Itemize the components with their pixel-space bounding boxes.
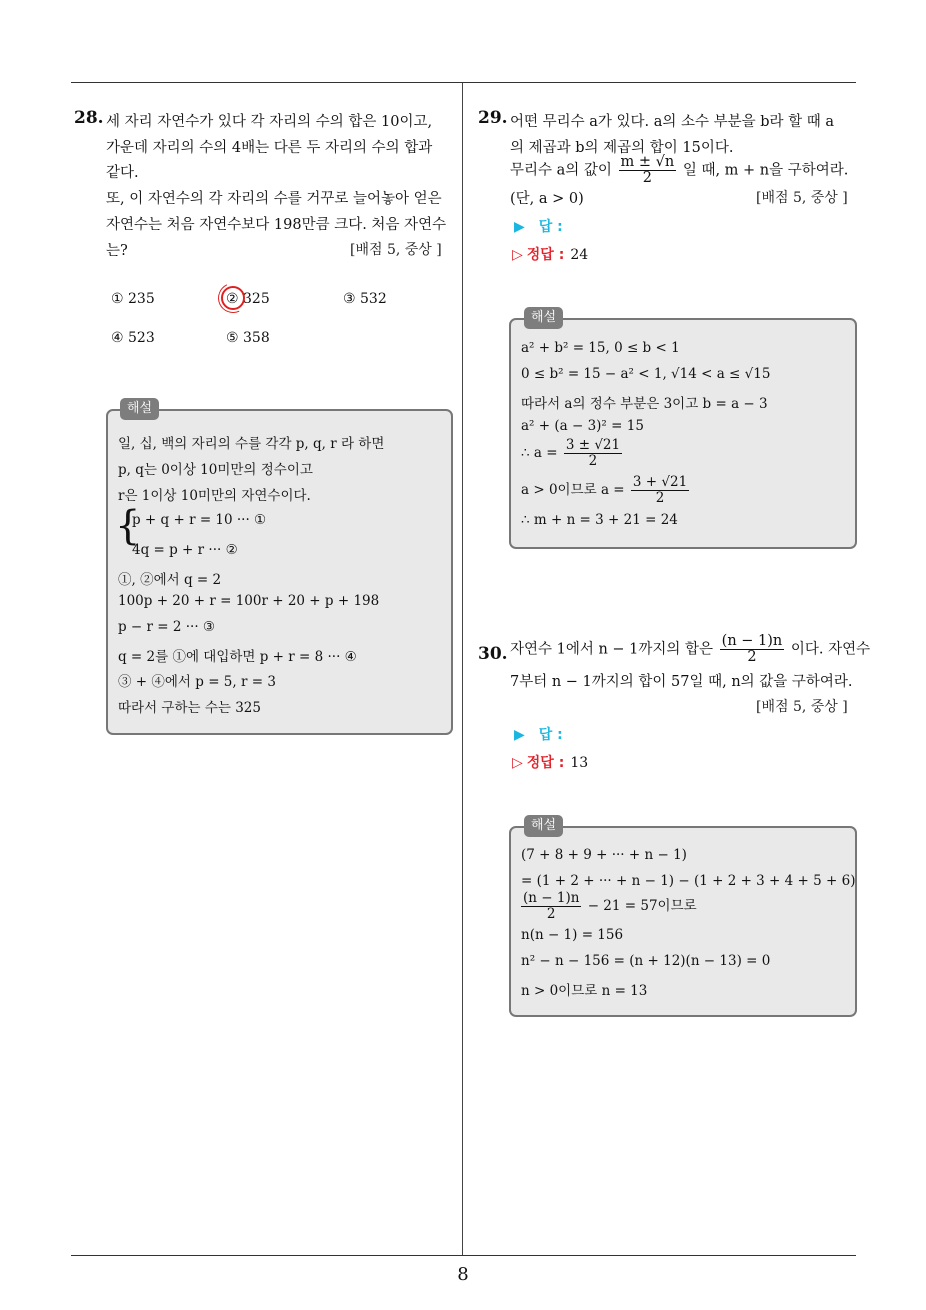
text-fragment: − 21 = 57이므로 [587, 898, 697, 914]
solution-line: q = 2를 ①에 대입하면 p + r = 8 ··· ④ [118, 649, 357, 665]
page-number: 8 [457, 1264, 469, 1285]
question-text-line: 의 제곱과 b의 제곱의 합이 15이다. [510, 140, 734, 156]
play-arrow-icon: ▶ [514, 219, 525, 235]
fraction [619, 155, 677, 186]
text-fragment: ∴ a = [521, 445, 558, 461]
outline-arrow-icon: ▷ [512, 755, 523, 771]
text-fragment: 자연수 1에서 n − 1까지의 합은 [510, 641, 714, 658]
text-fragment: 일 때, m + n을 구하여라. [682, 162, 849, 179]
solution-line [519, 891, 697, 922]
fraction-denominator: 2 [655, 490, 665, 506]
text-fragment: a > 0이므로 a = [521, 482, 625, 498]
answer-row[interactable] [514, 724, 563, 744]
question-text-line: 세 자리 자연수가 있다 각 자리의 수의 합은 10이고, [106, 114, 433, 130]
solution-tag: 해설 [120, 398, 159, 420]
question-text-line: 는? [106, 243, 128, 259]
question-number: 30. [478, 644, 508, 664]
fraction-denominator: 2 [747, 649, 757, 665]
fraction-denominator: 2 [588, 453, 598, 469]
choice-4[interactable]: ④ 523 [111, 330, 155, 346]
fraction-numerator: m ± √n [620, 154, 675, 170]
solution-line: r은 1이상 10미만의 자연수이다. [118, 488, 311, 504]
choice-3[interactable]: ③ 532 [343, 291, 387, 307]
solution-line: ①, ②에서 q = 2 [118, 572, 222, 588]
solution-tag: 해설 [524, 307, 563, 329]
answer-label: 답 : [538, 727, 563, 743]
question-number: 28. [74, 108, 104, 128]
question-text-line: 또, 이 자연수의 각 자리의 수를 거꾸로 늘어놓아 얻은 [106, 191, 442, 207]
solution-line [521, 475, 691, 506]
correct-answer-value: 13 [570, 755, 589, 771]
correct-answer-row [512, 752, 588, 772]
solution-line: n(n − 1) = 156 [521, 927, 624, 943]
system-brace-symbol: { [115, 503, 141, 549]
text-fragment: 이다. 자연수 [790, 641, 871, 658]
question-text-line: (단, a > 0) [510, 191, 584, 207]
solution-line: ③ + ④에서 p = 5, r = 3 [118, 674, 276, 690]
score-difficulty: [배점 5, 중상 ] [756, 190, 848, 206]
solution-line: 100p + 20 + r = 100r + 20 + p + 198 [118, 593, 380, 609]
solution-line: 따라서 구하는 수는 325 [118, 700, 261, 716]
play-arrow-icon: ▶ [514, 727, 525, 743]
score-difficulty: [배점 5, 중상 ] [756, 699, 848, 715]
solution-line: p, q는 0이상 10미만의 정수이고 [118, 462, 313, 478]
question-text-line: 같다. [106, 165, 139, 181]
fraction-denominator: 2 [642, 170, 652, 186]
solution-line: 0 ≤ b² = 15 − a² < 1, √14 < a ≤ √15 [521, 366, 771, 382]
question-text-line [510, 634, 870, 665]
solution-line: n² − n − 156 = (n + 12)(n − 13) = 0 [521, 953, 771, 969]
solution-line: p + q + r = 10 ··· ① [132, 512, 267, 528]
text-fragment: 무리수 a의 값이 [510, 162, 612, 179]
fraction [720, 634, 785, 665]
solution-line [521, 438, 624, 469]
correct-answer-row [512, 244, 588, 264]
correct-answer-label: 정답 : [526, 247, 565, 263]
choice-1[interactable]: ① 235 [111, 291, 155, 307]
answer-label: 답 : [538, 219, 563, 235]
top-rule [71, 82, 856, 83]
solution-line: a² + b² = 15, 0 ≤ b < 1 [521, 340, 680, 356]
fraction-numerator: (n − 1)n [523, 890, 580, 906]
solution-tag: 해설 [524, 815, 563, 837]
solution-line: 4q = p + r ··· ② [132, 542, 238, 558]
outline-arrow-icon: ▷ [512, 247, 523, 263]
fraction [564, 438, 622, 469]
question-text-line: 7부터 n − 1까지의 합이 57일 때, n의 값을 구하여라. [510, 674, 853, 690]
solution-line: = (1 + 2 + ··· + n − 1) − (1 + 2 + 3 + 4 + 5 + 6) [521, 873, 856, 889]
question-number: 29. [478, 108, 508, 128]
solution-line: 일, 십, 백의 자리의 수를 각각 p, q, r 라 하면 [118, 436, 385, 452]
fraction-numerator: (n − 1)n [721, 633, 783, 649]
fraction-numerator: 3 + √21 [632, 474, 688, 490]
correct-answer-label: 정답 : [526, 755, 565, 771]
choice-2[interactable]: ② 325 [226, 291, 270, 307]
score-difficulty: [배점 5, 중상 ] [350, 242, 442, 258]
question-text-line: 자연수는 처음 자연수보다 198만큼 크다. 처음 자연수 [106, 217, 447, 233]
solution-line: p − r = 2 ··· ③ [118, 619, 216, 635]
solution-line: 따라서 a의 정수 부분은 3이고 b = a − 3 [521, 396, 768, 412]
correct-answer-value: 24 [570, 247, 589, 263]
selected-answer-circle-stroke [214, 279, 252, 317]
solution-line: a² + (a − 3)² = 15 [521, 418, 644, 434]
choice-5[interactable]: ⑤ 358 [226, 330, 270, 346]
fraction [521, 891, 581, 922]
question-text-line [510, 155, 848, 186]
solution-line: n > 0이므로 n = 13 [521, 983, 648, 999]
question-text-line: 가운데 자리의 수의 4배는 다른 두 자리의 수의 합과 [106, 140, 433, 156]
bottom-rule [71, 1255, 856, 1256]
fraction [631, 475, 689, 506]
answer-row[interactable] [514, 216, 563, 236]
column-divider [462, 83, 463, 1255]
fraction-denominator: 2 [546, 906, 556, 922]
solution-line: (7 + 8 + 9 + ··· + n − 1) [521, 847, 687, 863]
fraction-numerator: 3 ± √21 [565, 437, 621, 453]
question-text-line: 어떤 무리수 a가 있다. a의 소수 부분을 b라 할 때 a [510, 114, 835, 130]
solution-line: ∴ m + n = 3 + 21 = 24 [521, 512, 678, 528]
